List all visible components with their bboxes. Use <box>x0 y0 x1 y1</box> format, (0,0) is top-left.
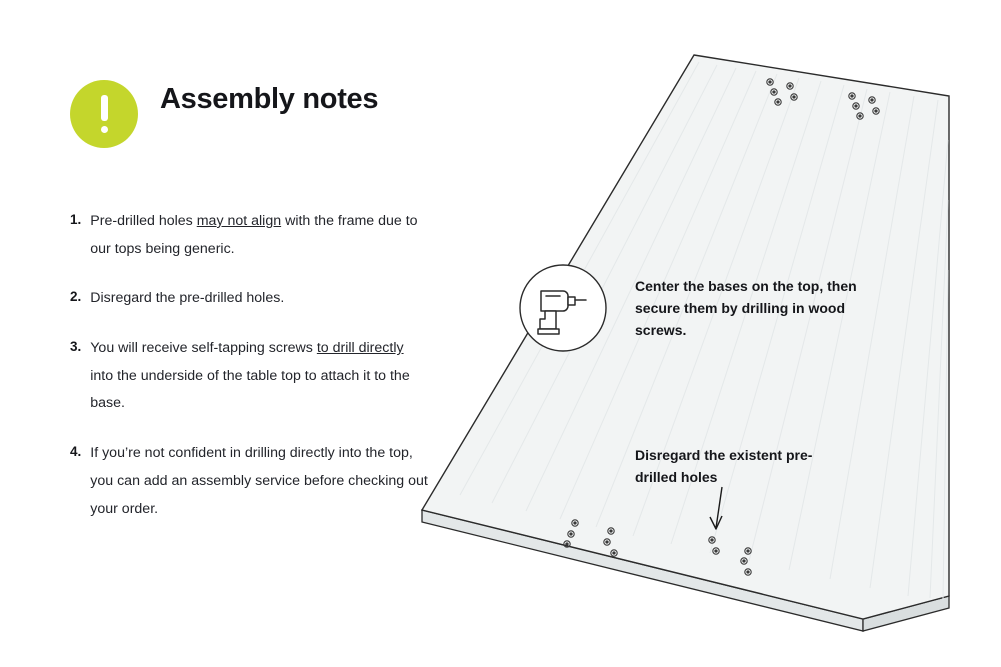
list-item <box>70 440 430 523</box>
note-text-part: If you’re not confident in drilling directly into the top, you can add an assembly service before checking out your order. <box>90 445 428 517</box>
note-text-part: Pre-drilled holes <box>90 213 197 229</box>
list-item <box>70 208 430 263</box>
note-text-part-underlined: may not align <box>196 213 282 229</box>
heading-row <box>70 80 430 148</box>
list-item-text <box>90 285 284 313</box>
list-item-number: 2. <box>70 289 82 305</box>
notes-list <box>70 208 430 523</box>
list-item-number: 4. <box>70 444 82 460</box>
list-item <box>70 335 430 418</box>
note-text-part: You will receive self-tapping screws <box>90 340 317 357</box>
callout-center-bases: Center the bases on the top, then secure them by drilling in wood screws. <box>635 278 857 339</box>
list-item-text <box>90 440 430 523</box>
list-item-text <box>90 208 430 263</box>
list-item-number: 3. <box>70 339 82 355</box>
note-text-part: Disregard the pre-drilled holes. <box>90 290 285 307</box>
page-title: Assembly notes <box>160 83 379 115</box>
exclamation-dot <box>101 126 108 133</box>
exclamation-icon <box>70 80 138 148</box>
assembly-notes-panel <box>70 80 430 545</box>
callout-disregard-holes: Disregard the existent pre-drilled holes <box>635 447 813 486</box>
list-item-number: 1. <box>70 212 82 227</box>
note-text-part-underlined: to drill directly <box>316 340 404 357</box>
drill-badge <box>520 265 606 351</box>
note-text-part: into the underside of the table top to attach it to the base. <box>90 367 410 412</box>
list-item-text <box>90 335 430 418</box>
note-text-part: with the frame due to our tops being generic. <box>90 213 418 257</box>
list-item <box>70 285 430 313</box>
exclamation-stem <box>101 95 108 121</box>
